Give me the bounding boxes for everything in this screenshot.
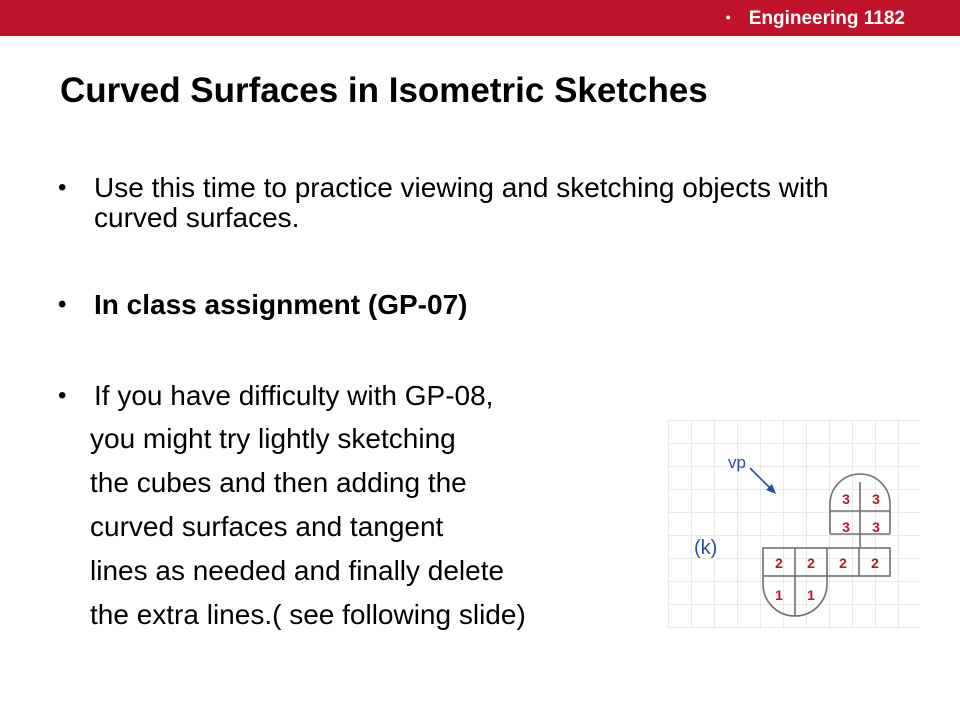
bullet-1 — [58, 173, 858, 233]
cell-base-1: 2 — [775, 555, 783, 571]
course-name: Engineering 1182 — [748, 8, 905, 29]
vp-label: vp — [728, 453, 746, 472]
cell-base-3: 2 — [839, 555, 847, 571]
view-k-label: (k) — [694, 537, 718, 559]
grid-background — [668, 420, 920, 628]
bullet-2-text: In class assignment (GP-07) — [94, 289, 468, 320]
bullet-2 — [58, 290, 467, 320]
cell-middle-right: 3 — [872, 519, 880, 535]
cell-middle-left: 3 — [842, 519, 850, 535]
course-label — [726, 6, 905, 30]
continuation-line-3: curved surfaces and tangent — [90, 511, 444, 542]
cell-bottom-left: 1 — [775, 587, 783, 603]
cell-bottom-right: 1 — [807, 587, 815, 603]
bullet-1-mark: • — [58, 174, 67, 201]
cell-top-left: 3 — [842, 491, 850, 507]
cell-top-right: 3 — [872, 491, 880, 507]
cell-base-4: 2 — [871, 555, 879, 571]
bullet-3-mark: • — [58, 382, 67, 409]
continuation-line-5: the extra lines.( see following slide) — [90, 599, 526, 630]
continuation-line-1: you might try lightly sketching — [90, 423, 456, 454]
header-bar — [0, 0, 960, 36]
bullet-1-text: Use this time to practice viewing and sketching objects with curved surfaces. — [94, 172, 829, 233]
continuation-line-2: the cubes and then adding the — [90, 467, 467, 498]
header-bullet: • — [725, 9, 731, 25]
isometric-grid-figure — [668, 420, 920, 628]
bullet-3-text: If you have difficulty with GP-08, — [94, 380, 494, 411]
cell-base-2: 2 — [807, 555, 815, 571]
bullet-3 — [58, 381, 493, 411]
slide-title: Curved Surfaces in Isometric Sketches — [60, 71, 708, 110]
bullet-2-mark: • — [58, 291, 67, 318]
continuation-line-4: lines as needed and finally delete — [90, 555, 505, 586]
